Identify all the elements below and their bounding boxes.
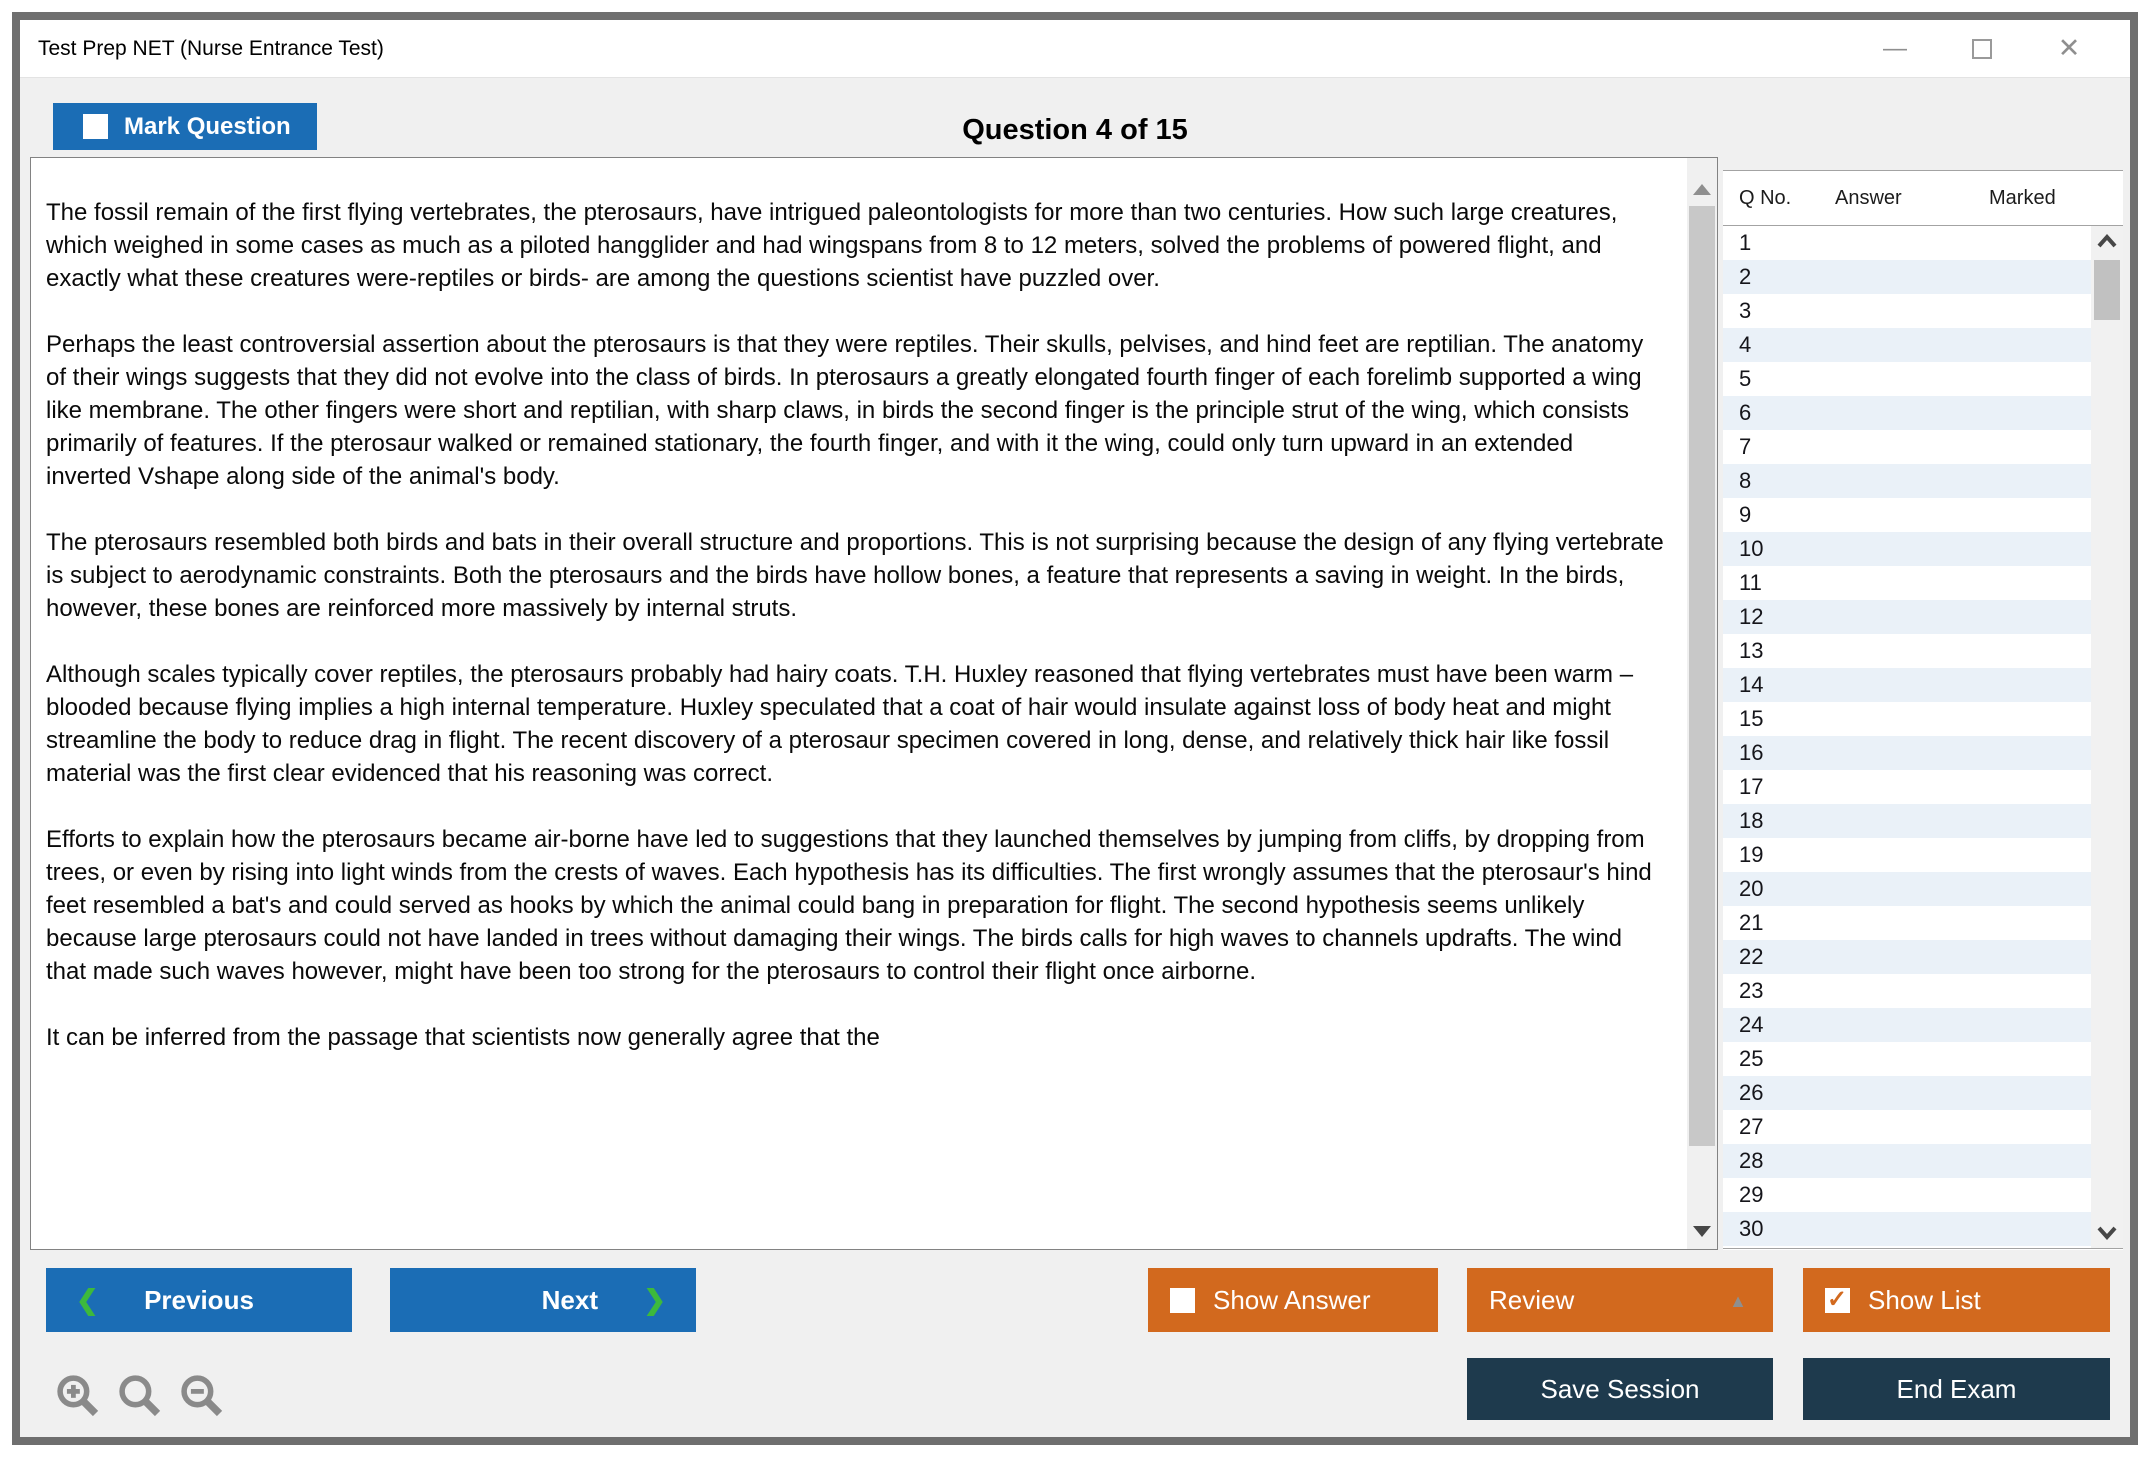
question-row[interactable] — [1723, 362, 2091, 396]
question-list-body — [1723, 226, 2123, 1249]
question-row[interactable] — [1723, 940, 2091, 974]
question-row[interactable] — [1723, 974, 2091, 1008]
question-row[interactable] — [1723, 1042, 2091, 1076]
question-row[interactable] — [1723, 838, 2091, 872]
zoom-toolbar — [54, 1372, 226, 1420]
chevron-right-icon: ❯ — [643, 1285, 666, 1315]
question-row[interactable] — [1723, 532, 2091, 566]
question-number: 7 — [1739, 434, 1752, 459]
question-row[interactable] — [1723, 260, 2091, 294]
passage-panel — [30, 157, 1718, 1250]
question-number: 1 — [1739, 230, 1752, 255]
question-number: 16 — [1739, 740, 1764, 765]
question-row[interactable] — [1723, 600, 2091, 634]
scroll-up-icon[interactable] — [2097, 234, 2117, 248]
question-row[interactable] — [1723, 1008, 2091, 1042]
question-row[interactable] — [1723, 498, 2091, 532]
question-row[interactable] — [1723, 736, 2091, 770]
question-row[interactable] — [1723, 226, 2091, 260]
question-number: 8 — [1739, 468, 1752, 493]
question-row[interactable] — [1723, 634, 2091, 668]
question-row[interactable] — [1723, 566, 2091, 600]
question-number: 3 — [1739, 298, 1752, 323]
review-label: Review — [1489, 1284, 1575, 1315]
question-number: 9 — [1739, 502, 1752, 527]
question-row[interactable] — [1723, 1212, 2091, 1246]
question-number: 17 — [1739, 774, 1764, 799]
question-row[interactable] — [1723, 396, 2091, 430]
question-number: 24 — [1739, 1012, 1764, 1037]
question-row[interactable] — [1723, 294, 2091, 328]
minimize-icon[interactable]: — — [1883, 34, 1907, 62]
question-counter: Question 4 of 15 — [962, 114, 1188, 146]
question-number: 27 — [1739, 1114, 1764, 1139]
app-window — [12, 12, 2138, 1445]
scroll-up-icon[interactable] — [1693, 184, 1711, 195]
question-number: 6 — [1739, 400, 1752, 425]
zoom-in-icon[interactable] — [54, 1372, 102, 1420]
question-number: 11 — [1739, 570, 1762, 595]
question-row[interactable] — [1723, 668, 2091, 702]
previous-label: Previous — [144, 1284, 254, 1315]
question-number: 25 — [1739, 1046, 1764, 1071]
show-list-button[interactable] — [1803, 1268, 2110, 1332]
passage-paragraph: Perhaps the least controversial assertion about the pterosaurs is that they were reptiles. Their skulls, pelvises, and hind feet are reptilian. The anatomy of their wings suggests that they did not evolve into the class of birds. In pterosaurs a greatly elongated fourth finger of each forelimb supported a wing like membrane. The other fingers were short and reptilian, with sharp claws, in birds the second finger is the principle strut of the wing, which consists primarily of features. If the pterosaur walked or remained stationary, the fourth finger, and with it the wing, could only turn upward in an extended inverted Vshape along side of the animal's body. — [46, 331, 1644, 490]
show-answer-label: Show Answer — [1213, 1284, 1371, 1315]
window-controls — [1882, 33, 2130, 64]
question-number: 23 — [1739, 978, 1764, 1003]
question-row[interactable] — [1723, 430, 2091, 464]
question-row[interactable] — [1723, 464, 2091, 498]
question-list-scrollbar[interactable] — [2091, 226, 2123, 1248]
question-list[interactable] — [1723, 226, 2091, 1248]
question-number: 18 — [1739, 808, 1764, 833]
review-button[interactable] — [1467, 1268, 1773, 1332]
passage-paragraph: The pterosaurs resembled both birds and bats in their overall structure and proportions. This is not surprising because the design of any flying vertebrate is subject to aerodynamic constraints. Both the pterosaurs and the birds have hollow bones, a feature that represents a saving in weight. In the birds, however, these bones are reinforced more massively by internal struts. — [46, 529, 1664, 622]
question-number: 10 — [1739, 536, 1764, 561]
save-session-label: Save Session — [1540, 1373, 1700, 1404]
question-row[interactable] — [1723, 702, 2091, 736]
question-number: 14 — [1739, 672, 1764, 697]
passage — [31, 158, 1687, 1249]
question-list-header — [1723, 170, 2123, 226]
previous-button[interactable] — [46, 1268, 352, 1332]
next-label: Next — [541, 1284, 598, 1315]
window-title: Test Prep NET (Nurse Entrance Test) — [38, 36, 384, 60]
show-answer-checkbox[interactable] — [1170, 1288, 1195, 1313]
end-exam-button[interactable] — [1803, 1358, 2110, 1420]
scroll-down-icon[interactable] — [2097, 1226, 2117, 1240]
question-row[interactable] — [1723, 872, 2091, 906]
question-number: 13 — [1739, 638, 1764, 663]
next-button[interactable] — [390, 1268, 696, 1332]
chevron-left-icon: ❮ — [76, 1285, 99, 1315]
column-header: Answer — [1835, 186, 1902, 209]
question-number: 21 — [1739, 910, 1764, 935]
question-row[interactable] — [1723, 1076, 2091, 1110]
question-number: 15 — [1739, 706, 1764, 731]
question-row[interactable] — [1723, 906, 2091, 940]
question-list-panel — [1723, 170, 2123, 1250]
save-session-button[interactable] — [1467, 1358, 1773, 1420]
close-icon[interactable]: ✕ — [2057, 33, 2081, 63]
question-number: 20 — [1739, 876, 1764, 901]
question-number: 29 — [1739, 1182, 1764, 1207]
question-number: 22 — [1739, 944, 1764, 969]
question-number: 2 — [1739, 264, 1752, 289]
question-number: 26 — [1739, 1080, 1764, 1105]
question-number: 5 — [1739, 366, 1752, 391]
passage-scrollbar[interactable] — [1687, 158, 1717, 1249]
question-number: 4 — [1739, 332, 1752, 357]
end-exam-label: End Exam — [1896, 1373, 2017, 1404]
show-list-label: Show List — [1868, 1284, 1981, 1315]
scroll-down-icon[interactable] — [1693, 1226, 1711, 1237]
question-number: 19 — [1739, 842, 1764, 867]
mark-question-label: Mark Question — [124, 112, 291, 140]
passage-paragraph: The fossil remain of the first flying vertebrates, the pterosaurs, have intrigued paleontologists for more than two centuries. How such large creatures, which weighed in some cases as much as a piloted hangglider and had wingspans from 8 to 12 meters, solved the problems of powered flight, and exactly what these creatures were-reptiles or birds- are among the questions scientist have puzzled over. — [46, 199, 1618, 292]
maximize-icon[interactable] — [1972, 39, 1992, 59]
question-number: 30 — [1739, 1216, 1764, 1241]
passage-paragraph: It can be inferred from the passage that scientists now generally agree that the — [46, 1024, 880, 1051]
column-header: Q No. — [1739, 186, 1792, 209]
question-row[interactable] — [1723, 1178, 2091, 1212]
question-row[interactable] — [1723, 328, 2091, 362]
question-row[interactable] — [1723, 804, 2091, 838]
question-number: 28 — [1739, 1148, 1764, 1173]
column-header: Marked — [1989, 186, 2056, 209]
passage-scrollbar-thumb[interactable] — [1689, 206, 1715, 1146]
question-number: 12 — [1739, 604, 1764, 629]
passage-paragraph: Efforts to explain how the pterosaurs became air-borne have led to suggestions that they launched themselves by jumping from cliffs, by dropping from trees, or even by rising into light winds from the crests of waves. Each hypothesis has its difficulties. The first wrongly assumes that the pterosaur's hind feet resembled a bat's and could served as hooks by which the animal could bang in preparation for flight. The second hypothesis seems unlikely because large pterosaurs could not have landed in trees without damaging their wings. The birds calls for high waves to channels updrafts. The wind that made such waves however, might have been too strong for the pterosaurs to control their flight once airborne. — [46, 826, 1652, 985]
question-row[interactable] — [1723, 770, 2091, 804]
show-answer-button[interactable] — [1148, 1268, 1438, 1332]
zoom-out-icon[interactable] — [178, 1372, 226, 1420]
question-row[interactable] — [1723, 1110, 2091, 1144]
triangle-up-icon: ▲ — [1729, 1291, 1747, 1311]
question-list-scrollbar-thumb[interactable] — [2094, 260, 2120, 320]
question-row[interactable] — [1723, 1144, 2091, 1178]
zoom-reset-icon[interactable] — [116, 1372, 164, 1420]
show-list-checkbox[interactable] — [1825, 1288, 1850, 1313]
passage-paragraph: Although scales typically cover reptiles, the pterosaurs probably had hairy coats. T.H. Huxley reasoned that flying vertebrates must have been warm – blooded because flying implies a high internal temperature. Huxley speculated that a coat of hair would insulate against loss of body heat and might streamline the body to reduce drag in flight. The recent discovery of a pterosaur specimen covered in long, dense, and relatively thick hair like fossil material was the first clear evidenced that his reasoning was correct. — [46, 661, 1634, 787]
title-bar — [20, 20, 2130, 78]
